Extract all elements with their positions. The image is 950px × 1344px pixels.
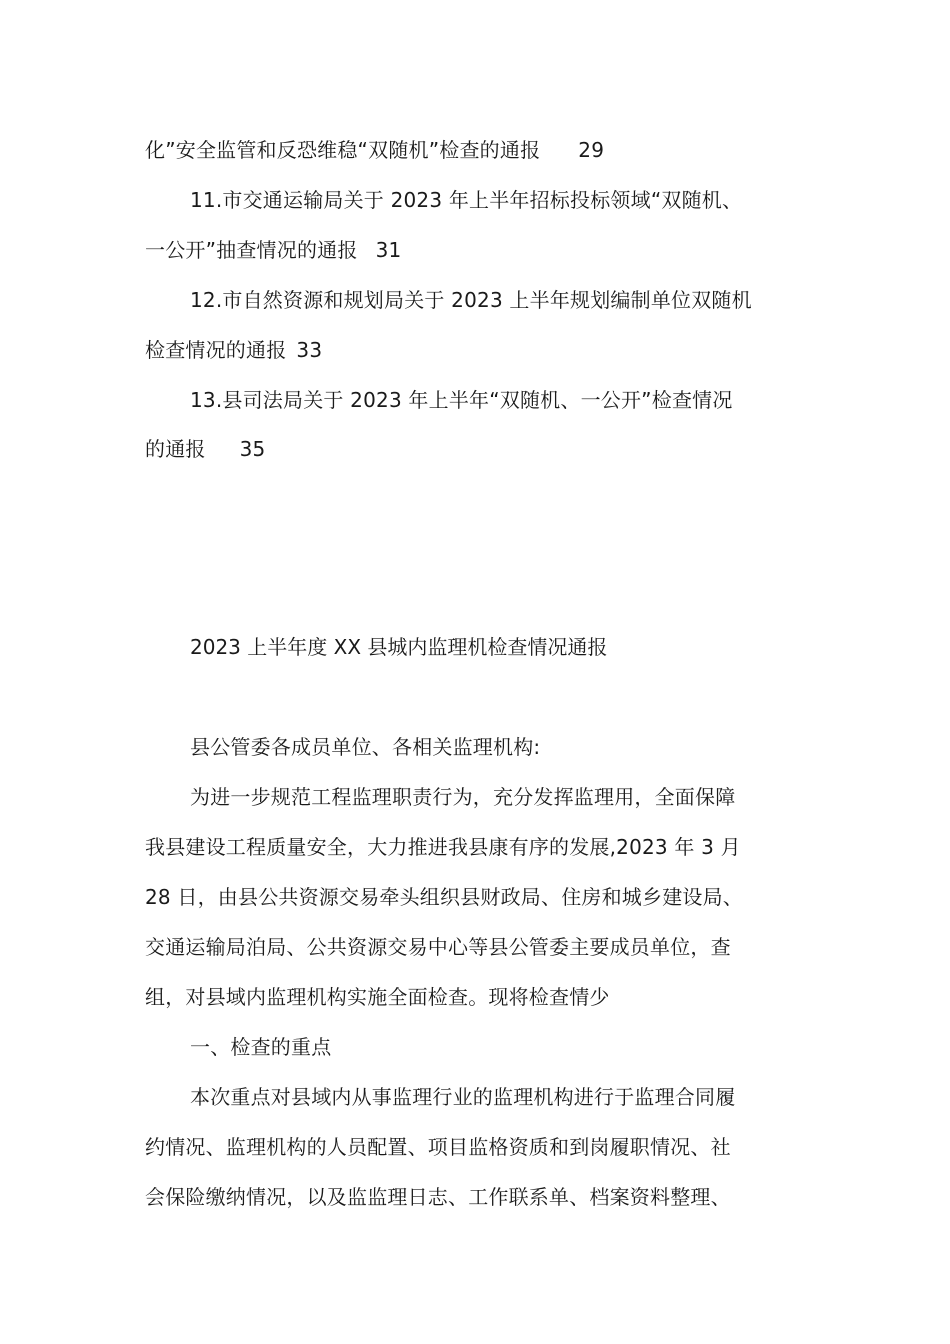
toc-page-number: 35 — [239, 437, 266, 461]
paragraph-line: 为进一步规范工程监理职责行为，充分发挥监理用，全面保障 — [190, 785, 736, 809]
toc-entry-12: 12.市自然资源和规划局关于 2023 上半年规划编制单位双随机 — [190, 288, 752, 312]
toc-entry-text: 一公开”抽查情况的通报 — [145, 238, 358, 262]
toc-page-number: 31 — [375, 238, 402, 262]
salutation: 县公管委各成员单位、各相关监理机构: — [190, 735, 541, 759]
toc-entry-11-continuation — [145, 235, 401, 265]
toc-entry-11: 11.市交通运输局关于 2023 年上半年招标投标领域“双随机、 — [190, 188, 743, 212]
paragraph-line: 会保险缴纳情况，以及监监理日志、工作联系单、档案资料整理、 — [145, 1185, 731, 1209]
toc-entry-text: 的通报 — [145, 437, 206, 461]
paragraph-line: 约情况、监理机构的人员配置、项目监格资质和到岗履职情况、社 — [145, 1135, 731, 1159]
paragraph-line: 我县建设工程质量安全，大力推进我县康有序的发展,2023 年 3 月 — [145, 835, 741, 859]
toc-page-number: 29 — [578, 138, 605, 162]
paragraph-line: 交通运输局泊局、公共资源交易中心等县公管委主要成员单位，查 — [145, 935, 731, 959]
toc-entry-10-continuation — [145, 135, 604, 165]
toc-entry-13-continuation — [145, 434, 265, 464]
document-title: 2023 上半年度 XX 县城内监理机检查情况通报 — [190, 635, 608, 659]
toc-entry-13: 13.县司法局关于 2023 年上半年“双随机、一公开”检查情况 — [190, 388, 733, 412]
paragraph-line: 28 日，由县公共资源交易牵头组织县财政局、住房和城乡建设局、 — [145, 885, 744, 909]
toc-entry-text: 检查情况的通报 — [145, 338, 287, 362]
toc-entry-text: 化”安全监管和反恐维稳“双随机”检查的通报 — [145, 138, 541, 162]
section-heading: 一、检查的重点 — [190, 1035, 332, 1059]
paragraph-line: 本次重点对县域内从事监理行业的监理机构进行于监理合同履 — [190, 1085, 736, 1109]
toc-page-number: 33 — [296, 338, 323, 362]
toc-entry-12-continuation — [145, 335, 322, 365]
paragraph-line: 组，对县域内监理机构实施全面检查。现将检查情少 — [145, 985, 610, 1009]
